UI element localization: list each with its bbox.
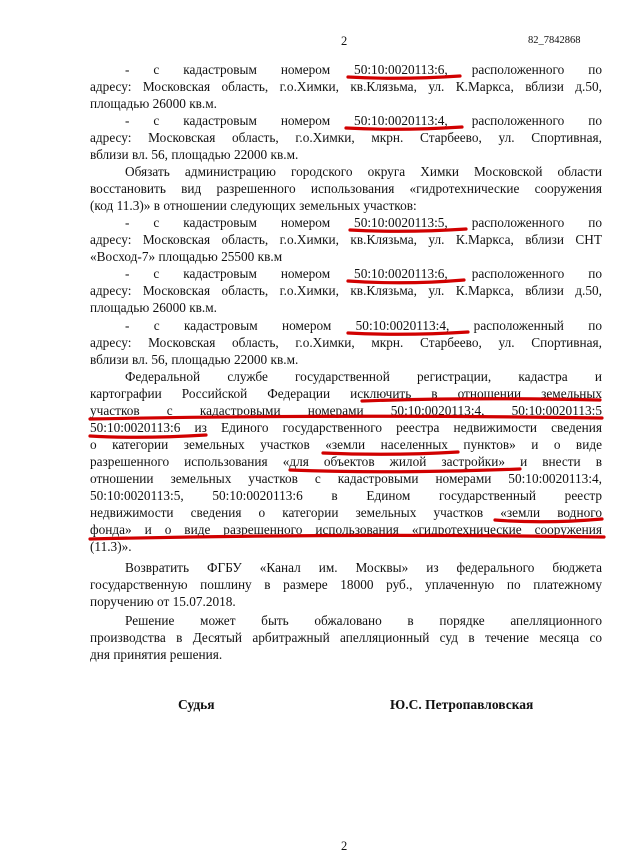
text-line: - с кадастровым номером 50:10:0020113:4, расположенного по [125, 113, 602, 128]
text-line: «Восход-7» площадью 25500 кв.м [90, 249, 283, 264]
text-line: 50:10:0020113:6 из Единого государственного реестра недвижимости сведения [90, 420, 602, 435]
text-line: Возвратить ФГБУ «Канал им. Москвы» из федерального бюджета [125, 560, 602, 575]
text-line: - с кадастровым номером 50:10:0020113:6, расположенного по [125, 62, 602, 77]
text-line: площадью 26000 кв.м. [90, 96, 217, 111]
text-line: дня принятия решения. [90, 647, 223, 662]
text-line: адресу: Московская область, г.о.Химки, мкрн. Старбеево, ул. Спортивная, [90, 335, 602, 350]
text-line: 50:10:0020113:5, 50:10:0020113:6 в Едином государственный реестр [90, 488, 602, 503]
text-line: адресу: Московская область, г.о.Химки, кв.Клязьма, ул. К.Маркса, вблизи д.50, [90, 283, 602, 298]
signature-role: Судья [178, 697, 215, 712]
text-line: поручению от 15.07.2018. [90, 594, 236, 609]
signature-name: Ю.С. Петропавловская [390, 697, 534, 712]
document-id: 82_7842868 [528, 35, 581, 46]
footer-page-number: 2 [341, 839, 348, 853]
text-line: адресу: Московская область, г.о.Химки, кв.Клязьма, ул. К.Маркса, вблизи д.50, [90, 79, 602, 94]
text-line: адресу: Московская область, г.о.Химки, мкрн. Старбеево, ул. Спортивная, [90, 130, 602, 145]
text-line: - с кадастровым номером 50:10:0020113:5, расположенного по [125, 215, 602, 230]
text-line: производства в Десятый арбитражный апелляционный суд в течение месяца со [90, 630, 602, 645]
text-line: - с кадастровым номером 50:10:0020113:4, расположенный по [125, 318, 602, 333]
text-line: (код 11.3)» в отношении следующих земельных участков: [90, 198, 417, 213]
text-line: вблизи вл. 56, площадью 22000 кв.м. [90, 352, 299, 367]
text-line: участков с кадастровыми номерами 50:10:0020113:4, 50:10:0020113:5 [90, 403, 602, 418]
text-line: разрешенного использования «для объектов жилой застройки» и внести в [90, 454, 602, 469]
text-line: площадью 26000 кв.м. [90, 300, 217, 315]
text-line: государственную пошлину в размере 18000 руб., уплаченную по платежному [90, 577, 602, 592]
text-line: недвижимости сведения о категории земельных участков «земли водного [90, 505, 602, 520]
text-line: Обязать администрацию городского округа Химки Московской области [125, 164, 602, 179]
text-line: восстановить вид разрешенного использования «гидротехнические сооружения [90, 181, 602, 196]
text-line: (11.3)». [90, 539, 132, 554]
text-line: Федеральной службе государственной регистрации, кадастра и [125, 369, 602, 384]
text-line: отношении земельных участков с кадастровыми номерами 50:10:0020113:4, [90, 471, 602, 486]
text-line: о категории земельных участков «земли населенных пунктов» и о виде [90, 437, 602, 452]
text-line: адресу: Московская область, г.о.Химки, кв.Клязьма, ул. К.Маркса, вблизи СНТ [90, 232, 602, 247]
text-line: Решение может быть обжаловано в порядке апелляционного [125, 613, 602, 628]
text-line: картографии Российской Федерации исключить в отношении земельных [90, 386, 602, 401]
page-number: 2 [341, 34, 348, 48]
text-line: фонда» и о виде разрешенного использования «гидротехнические сооружения [90, 522, 602, 537]
text-line: вблизи вл. 56, площадью 22000 кв.м. [90, 147, 299, 162]
text-line: - с кадастровым номером 50:10:0020113:6, расположенного по [125, 266, 602, 281]
